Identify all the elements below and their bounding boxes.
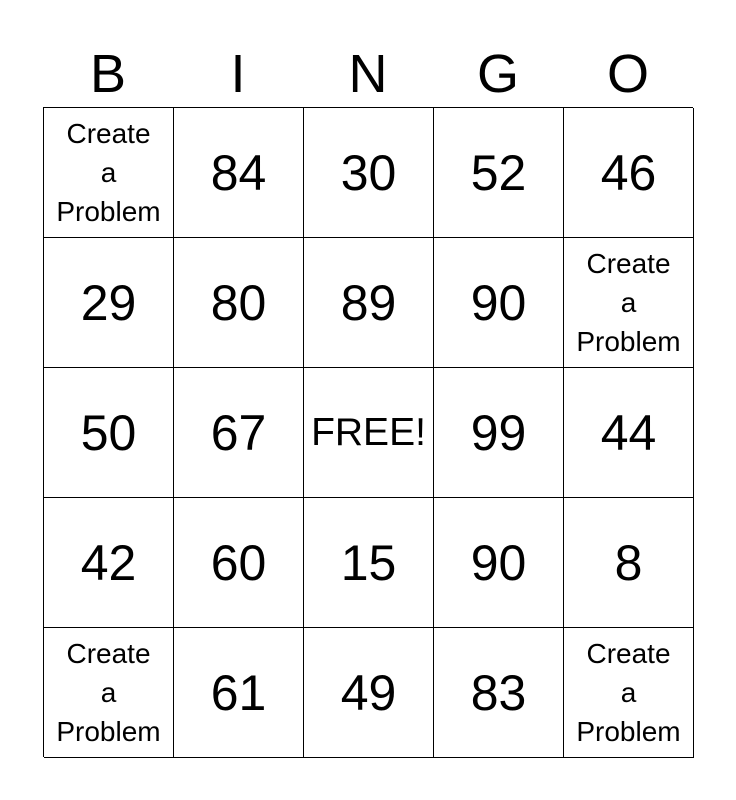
bingo-cell[interactable]: [174, 238, 304, 368]
bingo-cell-label: Create a Problem: [56, 638, 161, 747]
bingo-cell[interactable]: [434, 108, 564, 238]
bingo-cell-label: 60: [210, 534, 267, 591]
bingo-cell-label: 67: [210, 404, 267, 461]
bingo-cell[interactable]: [434, 628, 564, 758]
bingo-cell[interactable]: [434, 368, 564, 498]
bingo-cell[interactable]: [304, 498, 434, 628]
bingo-cell-label: 49: [340, 664, 397, 721]
header-letter-i: I: [230, 44, 246, 104]
bingo-cell[interactable]: [304, 108, 434, 238]
bingo-cell[interactable]: [174, 108, 304, 238]
bingo-card-grid: [43, 107, 693, 757]
bingo-cell[interactable]: [564, 498, 694, 628]
bingo-cell-label: 30: [340, 144, 397, 201]
bingo-cell-label: FREE!: [311, 410, 426, 454]
bingo-cell-label: 90: [470, 534, 527, 591]
bingo-cell-label: 89: [340, 274, 397, 331]
bingo-cell-label: 80: [210, 274, 267, 331]
bingo-cell[interactable]: [304, 628, 434, 758]
bingo-cell-label: 84: [210, 144, 267, 201]
bingo-cell[interactable]: [564, 108, 694, 238]
bingo-cell[interactable]: [44, 108, 174, 238]
bingo-cell-label: 99: [470, 404, 527, 461]
bingo-cell[interactable]: [44, 498, 174, 628]
bingo-cell-label: 50: [80, 404, 137, 461]
bingo-cell[interactable]: [564, 368, 694, 498]
bingo-cell[interactable]: [434, 238, 564, 368]
bingo-cell-label: 52: [470, 144, 527, 201]
bingo-cell[interactable]: [174, 368, 304, 498]
bingo-cell[interactable]: [44, 368, 174, 498]
bingo-cell[interactable]: [174, 628, 304, 758]
bingo-cell-label: 90: [470, 274, 527, 331]
header-letter-n: N: [348, 44, 388, 104]
bingo-cell[interactable]: [304, 238, 434, 368]
bingo-cell-label: 46: [600, 144, 657, 201]
bingo-cell-label: 83: [470, 664, 527, 721]
bingo-cell-label: 44: [600, 404, 657, 461]
bingo-cell[interactable]: [434, 498, 564, 628]
bingo-cell[interactable]: [44, 628, 174, 758]
free-space-cell[interactable]: [304, 368, 434, 498]
bingo-cell-label: 61: [210, 664, 267, 721]
bingo-cell-label: 15: [340, 534, 397, 591]
bingo-cell-label: 29: [80, 274, 137, 331]
bingo-cell[interactable]: [564, 238, 694, 368]
header-letter-g: G: [476, 44, 519, 104]
header-letter-b: B: [89, 44, 127, 104]
bingo-header: [43, 40, 693, 108]
bingo-cell[interactable]: [564, 628, 694, 758]
bingo-cell-label: Create a Problem: [576, 638, 681, 747]
header-letter-o: O: [606, 44, 649, 104]
bingo-cell[interactable]: [174, 498, 304, 628]
bingo-cell-label: 8: [614, 534, 643, 591]
bingo-cell-label: Create a Problem: [56, 118, 161, 227]
bingo-cell-label: Create a Problem: [576, 248, 681, 357]
bingo-cell-label: 42: [80, 534, 137, 591]
bingo-cell[interactable]: [44, 238, 174, 368]
